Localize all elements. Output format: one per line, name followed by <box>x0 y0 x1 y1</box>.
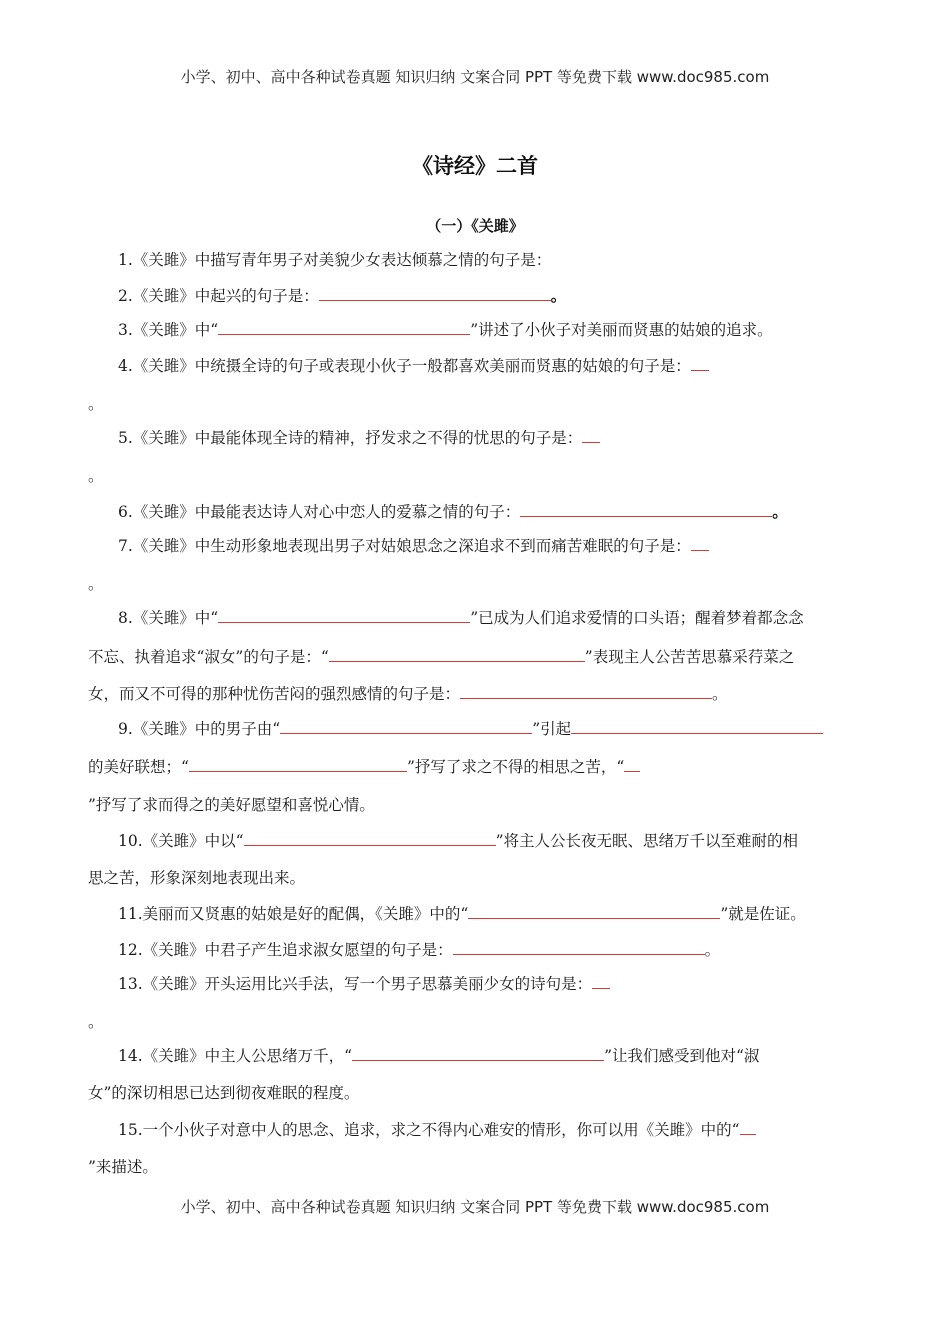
question-3-end: ”讲述了小伙子对美丽而贤惠的姑娘的追求。 <box>470 321 773 339</box>
page-title: 《诗经》二首 <box>412 154 538 178</box>
question-14-line-2 <box>88 1083 359 1103</box>
question-13 <box>118 974 610 994</box>
page-footer: 小学、初中、高中各种试卷真题 知识归纳 文案合同 PPT 等免费下载 www.doc985.com <box>180 1198 770 1216</box>
answer-blank[interactable] <box>280 719 532 734</box>
question-2 <box>118 286 566 306</box>
answer-blank[interactable] <box>571 719 823 734</box>
question-11-text: 11.美丽而又贤惠的姑娘是好的配偶，《关雎》中的“ <box>118 905 469 923</box>
answer-blank[interactable] <box>468 904 720 919</box>
question-6-end: 。 <box>772 502 788 521</box>
question-4-text: 4.《关雎》中统摄全诗的句子或表现小伙子一般都喜欢美丽而贤惠的姑娘的句子是： <box>118 357 691 375</box>
question-8-end: 。 <box>712 685 728 703</box>
question-11 <box>118 904 806 924</box>
question-15-end: ”来描述。 <box>88 1158 158 1176</box>
question-15 <box>118 1120 756 1140</box>
question-1-text: 1.《关雎》中描写青年男子对美貌少女表达倾慕之情的句子是： <box>118 251 552 269</box>
question-8-text-d: ”表现主人公苦苦思慕采荇菜之 <box>584 648 795 666</box>
question-7-text: 7.《关雎》中生动形象地表现出男子对姑娘思念之深追求不到而痛苦难眠的句子是： <box>118 537 691 555</box>
question-15-text: 15.一个小伙子对意中人的思念、追求，求之不得内心难安的情形，你可以用《关雎》中的“ <box>118 1121 740 1139</box>
answer-blank[interactable] <box>740 1120 756 1135</box>
question-10-text-b: ”将主人公长夜无眠、思绪万千以至难耐的相 <box>495 832 799 850</box>
question-9-end: ”抒写了求而得之的美好愿望和喜悦心情。 <box>88 796 375 814</box>
question-8-text-c: 不忘、执着追求“淑女”的句子是：“ <box>88 648 329 666</box>
question-5-text: 5.《关雎》中最能体现全诗的精神，抒发求之不得的忧思的句子是： <box>118 429 583 447</box>
answer-blank[interactable] <box>218 320 470 335</box>
question-8-line-3 <box>88 684 728 704</box>
answer-blank[interactable] <box>582 428 600 443</box>
answer-blank[interactable] <box>352 1046 604 1061</box>
question-8-text-e: 女，而又不可得的那种忧伤苦闷的强烈感情的句子是： <box>88 685 461 703</box>
question-9-line-3 <box>88 795 375 815</box>
answer-blank[interactable] <box>319 286 551 301</box>
question-14-text-b: ”让我们感受到他对“淑 <box>604 1047 760 1065</box>
question-7-end: 。 <box>88 575 104 593</box>
question-9 <box>118 719 823 739</box>
question-5-end: 。 <box>88 467 104 485</box>
question-3-text: 3.《关雎》中“ <box>118 321 219 339</box>
answer-blank[interactable] <box>460 684 712 699</box>
question-9-text-b: ”引起 <box>532 720 572 738</box>
answer-blank[interactable] <box>189 757 407 772</box>
question-12-text: 12.《关雎》中君子产生追求淑女愿望的句子是： <box>118 941 453 959</box>
question-10-end: 思之苦，形象深刻地表现出来。 <box>88 869 306 887</box>
question-15-line-2 <box>88 1157 158 1177</box>
question-4-cont <box>88 394 104 414</box>
question-7 <box>118 536 709 556</box>
question-8-text: 8.《关雎》中“ <box>118 609 219 627</box>
question-10 <box>118 831 798 851</box>
question-5 <box>118 428 600 448</box>
question-9-text-d: ”抒写了求之不得的相思之苦，“ <box>406 758 625 776</box>
question-2-text: 2.《关雎》中起兴的句子是： <box>118 287 319 305</box>
question-8 <box>118 608 804 628</box>
question-3 <box>118 320 773 340</box>
question-8-text-b: ”已成为人们追求爱情的口头语；醒着梦着都念念 <box>470 609 804 627</box>
section-subtitle: （一）《关雎》 <box>426 217 524 235</box>
question-2-end: 。 <box>550 286 567 305</box>
question-6-text: 6.《关雎》中最能表达诗人对心中恋人的爱慕之情的句子： <box>118 503 521 521</box>
answer-blank[interactable] <box>691 536 709 551</box>
question-10-line-2 <box>88 868 305 888</box>
question-13-end: 。 <box>88 1013 104 1031</box>
question-9-text-c: 的美好联想；“ <box>88 758 189 776</box>
question-1 <box>118 250 551 270</box>
answer-blank[interactable] <box>691 356 709 371</box>
question-6 <box>118 502 788 522</box>
answer-blank[interactable] <box>624 757 640 772</box>
question-14 <box>118 1046 759 1066</box>
question-8-line-2 <box>88 647 794 667</box>
question-10-text: 10.《关雎》中以“ <box>118 832 244 850</box>
question-13-text: 13.《关雎》开头运用比兴手法，写一个男子思慕美丽少女的诗句是： <box>118 975 593 993</box>
question-14-text: 14.《关雎》中主人公思绪万千，“ <box>118 1047 353 1065</box>
question-11-end: ”就是佐证。 <box>720 905 806 923</box>
answer-blank[interactable] <box>329 647 585 662</box>
answer-blank[interactable] <box>218 608 470 623</box>
question-7-cont <box>88 574 104 594</box>
question-5-cont <box>88 466 104 486</box>
answer-blank[interactable] <box>592 974 610 989</box>
question-9-line-2 <box>88 757 640 777</box>
question-14-end: 女”的深切相思已达到彻夜难眠的程度。 <box>88 1084 360 1102</box>
question-13-cont <box>88 1012 104 1032</box>
answer-blank[interactable] <box>520 502 772 517</box>
question-4-end: 。 <box>88 395 104 413</box>
question-4 <box>118 356 709 376</box>
question-12 <box>118 940 720 960</box>
question-9-text: 9.《关雎》中的男子由“ <box>118 720 281 738</box>
question-12-end: 。 <box>704 941 721 959</box>
answer-blank[interactable] <box>244 831 496 846</box>
page-header: 小学、初中、高中各种试卷真题 知识归纳 文案合同 PPT 等免费下载 www.doc985.com <box>180 68 770 86</box>
answer-blank[interactable] <box>453 940 705 955</box>
